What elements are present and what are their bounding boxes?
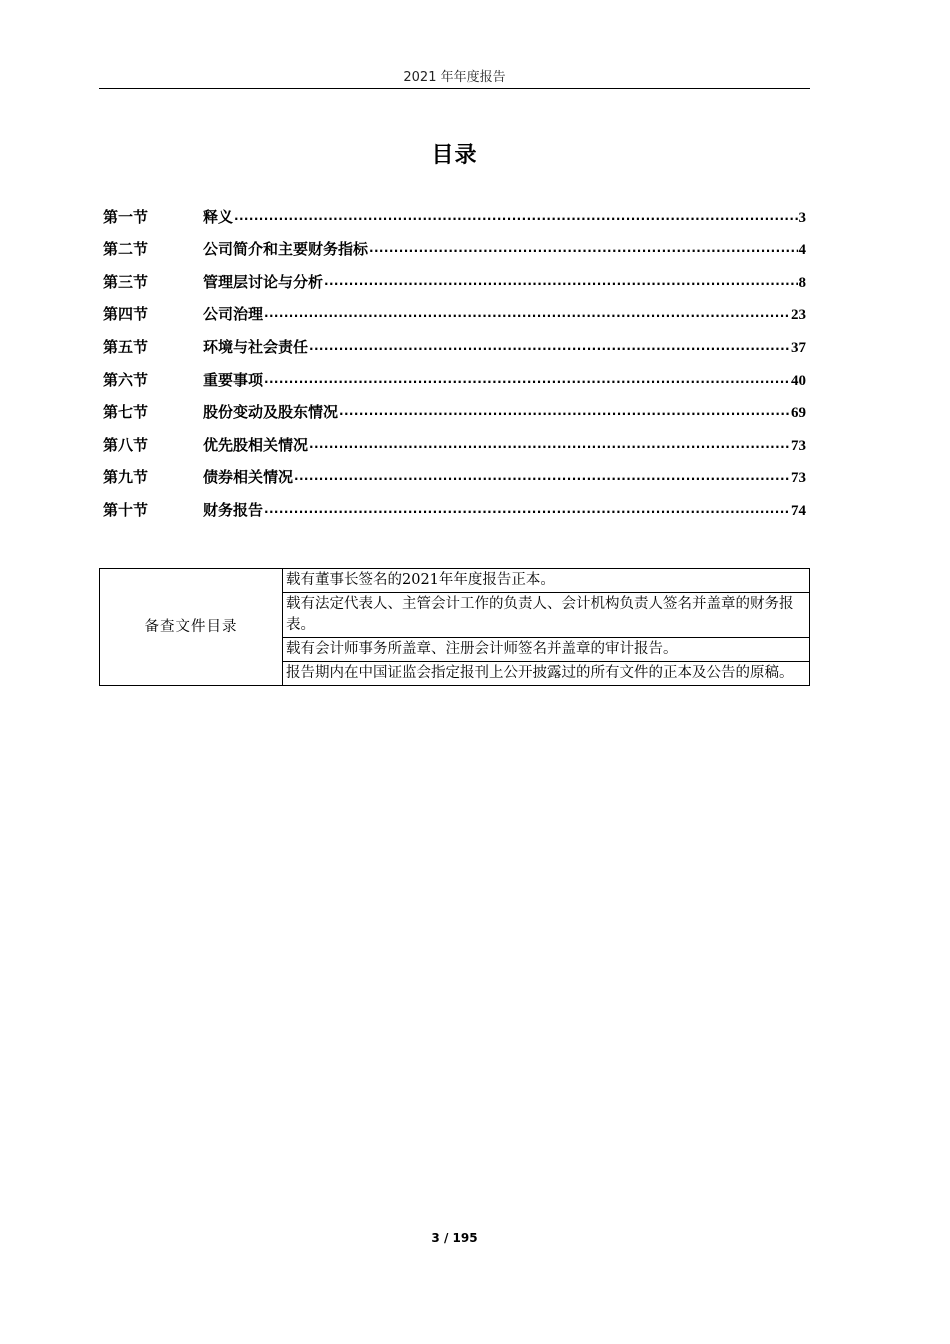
toc-entry[interactable] bbox=[103, 422, 806, 455]
toc-section-name: 环境与社会责任 bbox=[203, 337, 309, 356]
reference-documents-label: 备查文件目录 bbox=[100, 569, 283, 686]
toc-page-number: 73 bbox=[791, 437, 806, 454]
toc-entry[interactable] bbox=[103, 390, 806, 423]
toc-page-number: 40 bbox=[791, 372, 806, 389]
toc-page-number: 74 bbox=[791, 502, 806, 519]
reference-document-item: 载有会计师事务所盖章、注册会计师签名并盖章的审计报告。 bbox=[283, 638, 810, 662]
toc-page-number: 23 bbox=[791, 307, 806, 324]
toc-page-number: 69 bbox=[791, 405, 806, 422]
toc-section-number: 第一节 bbox=[103, 207, 149, 226]
toc-page-number: 3 bbox=[798, 209, 806, 226]
toc-leader-dots bbox=[264, 369, 790, 387]
toc-page-number: 4 bbox=[798, 242, 806, 259]
toc-page-number: 73 bbox=[791, 470, 806, 487]
toc-entry[interactable] bbox=[103, 357, 806, 390]
toc-section-number: 第六节 bbox=[103, 370, 149, 389]
toc-leader-dots bbox=[309, 434, 790, 452]
page-number-footer: 3 / 195 bbox=[431, 1231, 478, 1245]
header-divider bbox=[99, 88, 810, 89]
toc-leader-dots bbox=[264, 303, 790, 321]
page-header: 2021 年年度报告 bbox=[403, 70, 506, 85]
toc-section-number: 第二节 bbox=[103, 240, 149, 259]
toc-section-name: 股份变动及股东情况 bbox=[203, 403, 339, 422]
toc-section-number: 第四节 bbox=[103, 305, 149, 324]
toc-section-number: 第十节 bbox=[103, 500, 149, 519]
toc-leader-dots bbox=[309, 336, 790, 354]
toc-section-name: 债券相关情况 bbox=[203, 468, 294, 487]
reference-document-item: 载有董事长签名的2021年年度报告正本。 bbox=[283, 569, 810, 593]
toc-entry[interactable] bbox=[103, 455, 806, 488]
toc-section-name: 释义 bbox=[203, 207, 234, 226]
toc-entry[interactable] bbox=[103, 194, 806, 227]
toc-entry[interactable] bbox=[103, 324, 806, 357]
toc-entry[interactable] bbox=[103, 487, 806, 520]
toc-section-number: 第五节 bbox=[103, 337, 149, 356]
toc-section-number: 第七节 bbox=[103, 403, 149, 422]
toc-section-number: 第八节 bbox=[103, 435, 149, 454]
toc-leader-dots bbox=[294, 466, 790, 484]
table-row bbox=[100, 569, 810, 593]
toc-leader-dots bbox=[234, 206, 797, 224]
toc-page-number: 37 bbox=[791, 339, 806, 356]
toc-entry[interactable] bbox=[103, 227, 806, 260]
toc-section-name: 财务报告 bbox=[203, 500, 264, 519]
reference-documents-table bbox=[99, 568, 810, 686]
toc-section-name: 重要事项 bbox=[203, 370, 264, 389]
toc-leader-dots bbox=[339, 401, 790, 419]
toc-section-name: 优先股相关情况 bbox=[203, 435, 309, 454]
toc-section-name: 公司简介和主要财务指标 bbox=[203, 240, 369, 259]
toc-leader-dots bbox=[369, 238, 797, 256]
toc-entry[interactable] bbox=[103, 292, 806, 325]
toc-section-name: 管理层讨论与分析 bbox=[203, 272, 324, 291]
toc-leader-dots bbox=[264, 499, 790, 517]
toc-section-number: 第九节 bbox=[103, 468, 149, 487]
toc-title: 目录 bbox=[431, 143, 478, 168]
toc-page-number: 8 bbox=[798, 274, 806, 291]
toc-entry[interactable] bbox=[103, 259, 806, 292]
reference-document-item: 载有法定代表人、主管会计工作的负责人、会计机构负责人签名并盖章的财务报表。 bbox=[283, 593, 810, 638]
toc-leader-dots bbox=[324, 271, 797, 289]
reference-document-item: 报告期内在中国证监会指定报刊上公开披露过的所有文件的正本及公告的原稿。 bbox=[283, 662, 810, 686]
table-of-contents bbox=[103, 194, 806, 520]
toc-section-name: 公司治理 bbox=[203, 305, 264, 324]
toc-section-number: 第三节 bbox=[103, 272, 149, 291]
